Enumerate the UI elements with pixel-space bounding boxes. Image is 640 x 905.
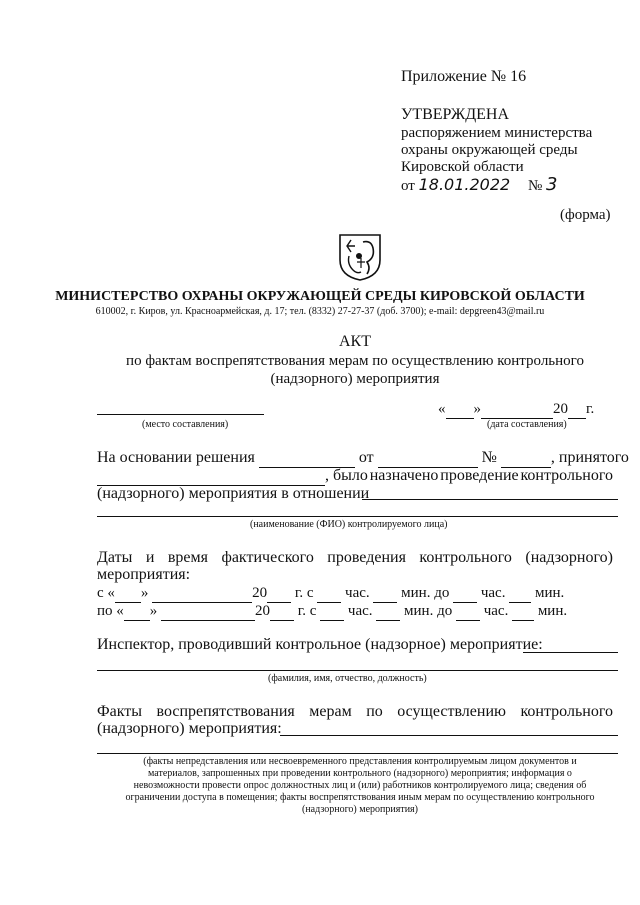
facts-caption-3: невозможности провести опрос должностных лиц и (или) работников контролируемого лица; сведения об [133, 780, 587, 791]
controlled-person-line-2 [97, 516, 618, 517]
facts-caption-1: (факты непредставления или несвоевременного представления контролируемым лицом документов и [143, 756, 577, 767]
place-caption: (место составления) [142, 419, 229, 430]
date-to-row: по « » 20 г. с час. мин. до час. мин. [97, 603, 568, 619]
day-blank [446, 400, 474, 419]
form-label: (форма) [560, 207, 611, 223]
dates-line-2: мероприятия: [97, 566, 191, 583]
inspector-caption: (фамилия, имя, отчество, должность) [268, 673, 427, 684]
document-subtitle-1: по фактам воспрепятствования мерам по осуществлению контрольного [126, 353, 584, 369]
handwritten-date: 18.01.2022 [418, 175, 511, 194]
approved-line-1: распоряжением министерства [401, 125, 593, 141]
dates-line-1: Даты и время фактического проведения контрольного (надзорного) [97, 549, 613, 566]
year-blank [568, 400, 586, 419]
facts-caption-4: ограничении доступа в помещения; факты воспрепятствования иным мерам по осуществлению контрольного [125, 792, 595, 803]
inspector-line-2 [97, 670, 618, 671]
document-title: АКТ [339, 333, 371, 350]
controlled-person-line-1 [362, 499, 618, 500]
approved-heading: УТВЕРЖДЕНА [401, 106, 510, 123]
approved-line-2: охраны окружающей среды [401, 142, 578, 158]
facts-line-1: Факты воспрепятствования мерам по осуществлению контрольного [97, 703, 613, 720]
facts-line-blank-1 [280, 735, 618, 736]
controlled-person-caption: (наименование (ФИО) контролируемого лица) [250, 519, 448, 530]
handwritten-number: 3 [546, 174, 558, 195]
compilation-date-row: « » 20 г. [438, 401, 595, 417]
date-from-row: с « » 20 г. с час. мин. до час. мин. [97, 585, 565, 601]
basis-line-2: , было назначено проведение контрольного [97, 467, 613, 486]
approval-date-row [401, 176, 557, 195]
inspector-label: Инспектор, проводивший контрольное (надзорное) мероприятие: [97, 636, 543, 653]
month-blank [481, 400, 553, 419]
basis-line-1: На основании решения от № , принятого [97, 449, 629, 466]
inspector-line-1 [523, 652, 618, 653]
appendix-number: Приложение № 16 [401, 68, 527, 85]
facts-caption-5: (надзорного) мероприятия) [302, 804, 418, 815]
organization-name: МИНИСТЕРСТВО ОХРАНЫ ОКРУЖАЮЩЕЙ СРЕДЫ КИРОВСКОЙ ОБЛАСТИ [55, 289, 585, 304]
basis-line-3: (надзорного) мероприятия в отношении [97, 485, 370, 502]
coat-of-arms-icon [337, 232, 383, 282]
facts-caption-2: материалов, запрошенных при проведении контрольного (надзорного) мероприятия; информация о [148, 768, 572, 779]
facts-line-2: (надзорного) мероприятия: [97, 720, 282, 737]
number-prefix: № [527, 178, 543, 194]
document-subtitle-2: (надзорного) мероприятия [270, 371, 440, 387]
organization-address: 610002, г. Киров, ул. Красноармейская, д. 17; тел. (8332) 27-27-37 (доб. 3700); e-mail: depgreen43@mail.ru [95, 306, 545, 317]
date-caption: (дата составления) [487, 419, 567, 430]
approved-line-3: Кировской области [401, 159, 524, 175]
facts-line-blank-2 [97, 753, 618, 754]
place-field-line [97, 414, 264, 415]
date-prefix: от [401, 178, 415, 194]
